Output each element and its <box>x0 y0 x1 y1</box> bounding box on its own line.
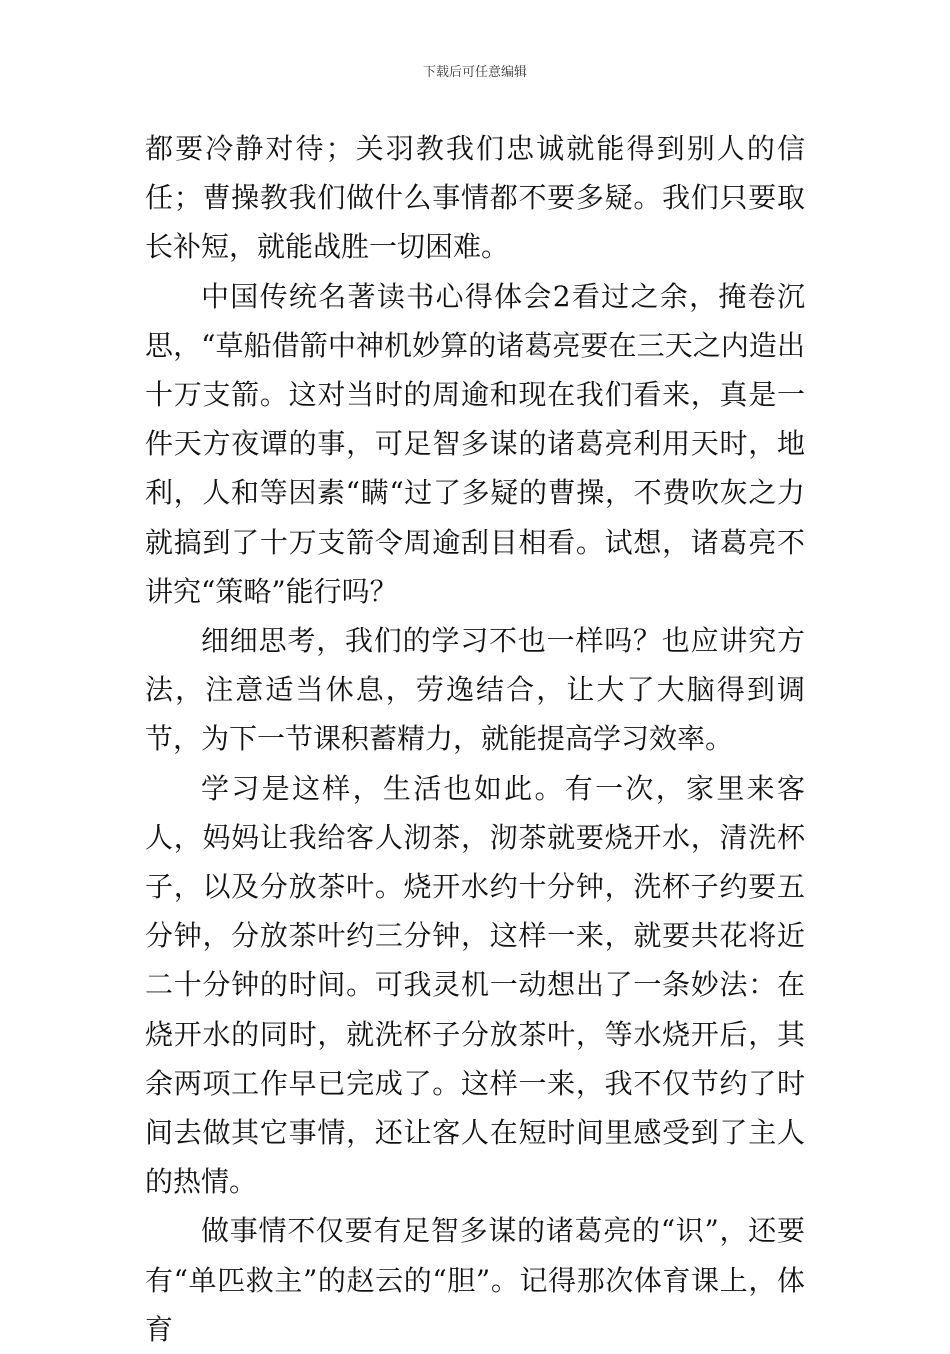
paragraph: 做事情不仅要有足智多谋的诸葛亮的“识”，还要有“单匹救主”的赵云的“胆”。记得那次体育课上，体育 <box>145 1214 805 1346</box>
paragraph: 中国传统名著读书心得体会2看过之余，掩卷沉思，“草船借箭中神机妙算的诸葛亮要在三天之内造出十万支箭。这对当时的周逾和现在我们看来，真是一件天方夜谭的事，可足智多谋的诸葛亮利用天时，地利，人和等因素“瞒“过了多疑的曹操，不费吹灰之力就搞到了十万支箭令周逾刮目相看。试想，诸葛亮不讲究“策略”能行吗？ <box>145 279 805 608</box>
paragraph: 学习是这样，生活也如此。有一次，家里来客人，妈妈让我给客人沏茶，沏茶就要烧开水，清洗杯子，以及分放茶叶。烧开水约十分钟，洗杯子约要五分钟，分放茶叶约三分钟，这样一来，就要共花将近二十分钟的时间。可我灵机一动想出了一条妙法：在烧开水的同时，就洗杯子分放茶叶，等水烧开后，其余两项工作早已完成了。这样一来，我不仅节约了时间去做其它事情，还让客人在短时间里感受到了主人的热情。 <box>145 771 805 1199</box>
paragraph: 细细思考，我们的学习不也一样吗？也应讲究方法，注意适当休息，劳逸结合，让大了大脑得到调节，为下一节课积蓄精力，就能提高学习效率。 <box>145 624 805 756</box>
document-body <box>145 124 805 1354</box>
page-header: 下载后可任意编辑 <box>422 65 527 80</box>
paragraph: 都要冷静对待；关羽教我们忠诚就能得到别人的信任；曹操教我们做什么事情都不要多疑。我们只要取长补短，就能战胜一切困难。 <box>145 132 805 264</box>
